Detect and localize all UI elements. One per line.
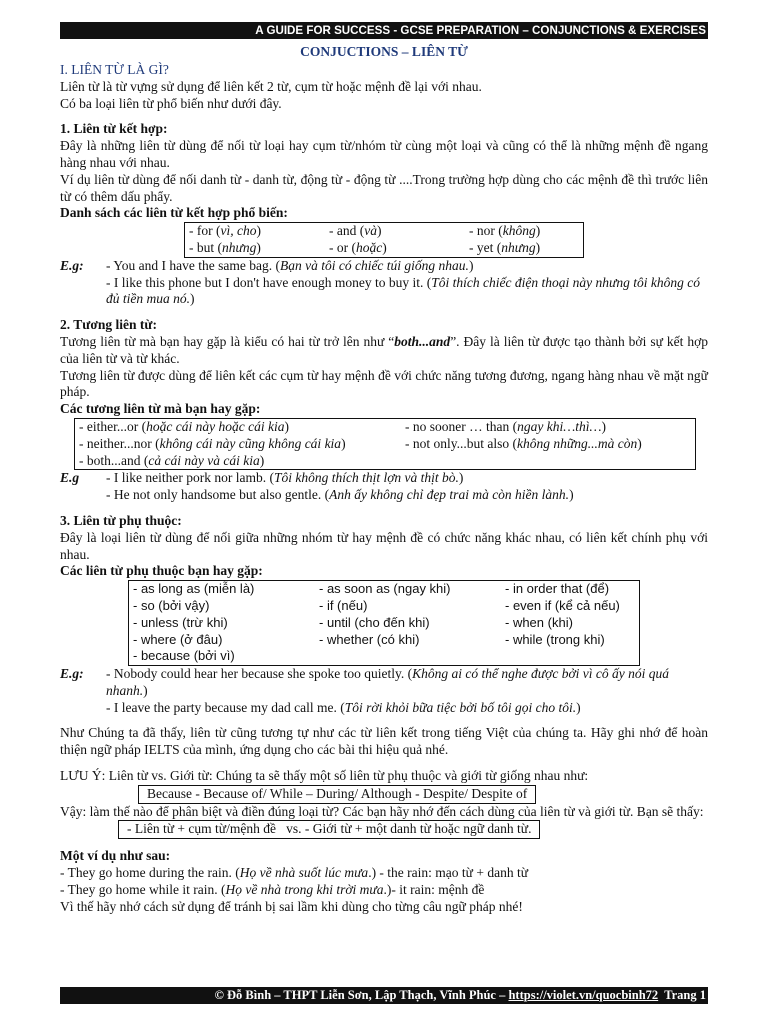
table-cell: - in order that (để) (505, 581, 610, 597)
table-cell: - whether (có khi) (319, 631, 420, 647)
table-cell: - if (nếu) (319, 597, 368, 613)
table-cell: - where (ở đâu) (133, 631, 223, 647)
example-line: - They go home while it rain. (Họ về nhà trong khi trời mưa.)- it rain: mệnh đề (60, 881, 485, 897)
example-row: - I like this phone but I don't have enough money to buy it. (Tôi thích chiếc điện thoại này nhưng tôi không có đủ tiền mua nó.) (106, 274, 700, 307)
paragraph: Vì thế hãy nhớ cách sử dụng để tránh bị sai lầm khi dùng cho từng câu ngữ pháp nhé! (60, 898, 523, 914)
subsection-heading: 3. Liên từ phụ thuộc: (60, 512, 182, 528)
document-page (60, 0, 708, 1024)
table-cell: - even if (kể cả nếu) (505, 597, 620, 613)
note-line: LƯU Ý: Liên từ vs. Giới từ: Chúng ta sẽ thấy một số liên từ phụ thuộc và giới từ giống nhau như: (60, 768, 589, 784)
example-heading: Một ví dụ như sau: (60, 848, 171, 864)
table-cell: - no sooner … than (ngay khi…thì…) (405, 418, 606, 434)
table-cell: - as soon as (ngay khi) (319, 581, 451, 597)
note-line: Vậy: làm thế nào để phân biệt và điền đúng loại từ? Các bạn hãy nhớ đến cách dùng của liên từ và giới từ. Bạn sẽ thấy: (60, 803, 704, 819)
footer-banner (60, 987, 708, 1004)
paragraph: Liên từ là từ vựng sử dụng để liên kết 2 từ, cụm từ hoặc mệnh đề lại với nhau. (60, 78, 482, 94)
table-cell: - for (vì, cho) (189, 223, 261, 239)
subsection-heading: 2. Tương liên từ: (60, 317, 157, 333)
table-cell: - until (cho đến khi) (319, 614, 430, 630)
subordinating-table (128, 580, 640, 666)
document-body (60, 62, 708, 915)
example-label: E.g: (60, 257, 84, 273)
paragraph: Như Chúng ta đã thấy, liên từ cũng tương tự như các từ liên kết trong tiếng Việt của chúng ta. Hãy ghi nhớ để hoàn thiện ngữ pháp IELTS của mình, ứng dụng cho các bài thi hiệu quả nhé. (60, 725, 708, 758)
example-label: E.g: (60, 666, 84, 682)
footer-link[interactable]: https://violet.vn/quocbinh72 (508, 988, 659, 1002)
page-title: CONJUCTIONS – LIÊN TỪ (300, 44, 468, 59)
example-row: E.g: - You and I have the same bag. (Bạn và tôi có chiếc túi giống nhau.) (60, 257, 474, 273)
example-row: - I leave the party because my dad call me. (Tôi rời khỏi bữa tiệc bởi bố tôi gọi cho tôi.) (106, 699, 581, 715)
table-cell: - but (nhưng) (189, 239, 261, 255)
paragraph: Tương liên từ mà bạn hay gặp là kiểu có hai từ trở lên như “both...and”. Đây là liên từ được tạo thành bởi sự kết hợp của liên từ và từ khác. (60, 333, 708, 366)
table-cell: - both...and (cả cái này và cái kia) (79, 452, 265, 468)
table-cell (405, 453, 695, 470)
example-row: - He not only handsome but also gentle. (Anh ấy không chỉ đẹp trai mà còn hiền lành.) (106, 487, 574, 503)
page-number: Trang 1 (658, 988, 706, 1002)
table-cell: - and (và) (329, 223, 382, 239)
example-label: E.g (60, 470, 80, 486)
paragraph: Ví dụ liên từ dùng để nối danh từ - danh từ, động từ - động từ ....Trong trường hợp dùng cho các mệnh đề thì trước liên từ có thêm dấu phẩy. (60, 171, 708, 204)
table-cell: - nor (không) (469, 223, 541, 239)
list-heading: Danh sách các liên từ kết hợp phổ biến: (60, 205, 288, 221)
table-cell: - or (hoặc) (329, 239, 387, 255)
conjunction-table (184, 222, 584, 258)
comparison-box: Because - Because of/ While – During/ Although - Despite/ Despite of (138, 785, 536, 804)
table-cell: - so (bởi vậy) (133, 597, 210, 613)
header-banner: A GUIDE FOR SUCCESS - GCSE PREPARATION – CONJUNCTIONS & EXERCISES (60, 22, 708, 39)
list-heading: Các liên từ phụ thuộc bạn hay gặp: (60, 563, 263, 579)
table-cell: - either...or (hoặc cái này hoặc cái kia) (79, 418, 289, 434)
footer-author: © Đỗ Bình – THPT Liễn Sơn, Lập Thạch, Vĩnh Phúc – (214, 988, 509, 1002)
table-cell: - yet (nhưng) (469, 239, 541, 255)
paragraph: Đây là những liên từ dùng để nối từ loại hay cụm từ/nhóm từ cùng một loại và cũng có thể là những mệnh đề ngang hàng nhau với nhau. (60, 138, 708, 170)
table-cell: - as long as (miễn là) (133, 581, 255, 597)
correlative-table (74, 418, 696, 470)
subsection-heading: 1. Liên từ kết hợp: (60, 121, 168, 137)
list-heading: Các tương liên từ mà bạn hay gặp: (60, 401, 261, 417)
rule-box: - Liên từ + cụm từ/mệnh đề vs. - Giới từ + một danh từ hoặc ngữ danh từ. (118, 820, 540, 839)
paragraph: Tương liên từ được dùng để liên kết các cụm từ hay mệnh đề với chức năng tương đương, ngang hàng nhau về mặt ngữ pháp. (60, 367, 708, 400)
table-cell: - while (trong khi) (505, 631, 605, 647)
example-row: E.g - I like neither pork nor lamb. (Tôi không thích thịt lợn và thịt bò.) (60, 470, 464, 486)
example-line: - They go home during the rain. (Họ về nhà suốt lúc mưa.) - the rain: mạo từ + danh từ (60, 865, 529, 881)
table-cell: - unless (trừ khi) (133, 614, 228, 630)
table-cell: - neither...nor (không cái này cũng không cái kia) (79, 435, 346, 451)
paragraph: Đây là loại liên từ dùng để nối giữa những nhóm từ hay mệnh đề có chức năng khác nhau, có liên kết chính phụ với nhau. (60, 529, 708, 562)
table-cell: - not only...but also (không những...mà còn) (405, 435, 642, 451)
paragraph: Có ba loại liên từ phổ biến như dưới đây. (60, 95, 282, 111)
table-cell: - because (bởi vì) (133, 648, 235, 664)
section-heading: I. LIÊN TỪ LÀ GÌ? (60, 62, 169, 77)
table-cell: - when (khi) (505, 614, 573, 630)
example-row: E.g: - Nobody could hear her because she spoke too quietly. (Không ai có thể nghe được bởi vì cô ấy nói quá nhanh.) (60, 666, 670, 698)
